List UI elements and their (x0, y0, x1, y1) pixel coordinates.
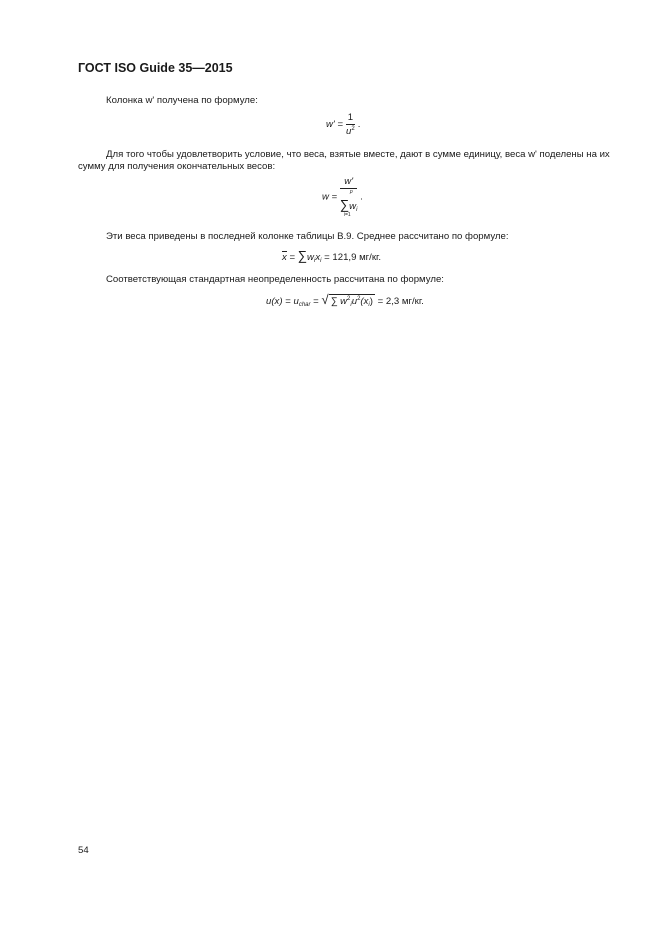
formula-4-u-sub: char (298, 302, 311, 308)
formula-4-eq1: = (285, 296, 291, 307)
formula-4-u2: u (351, 296, 358, 307)
formula-1 (326, 112, 360, 137)
formula-3-eq: = (289, 252, 296, 263)
formula-4-term: ∑ w (330, 296, 348, 307)
sum-symbol-icon: ∑ (297, 248, 308, 263)
paragraph-2: Для того чтобы удовлетворить условие, что веса, взятые вместе, дают в сумме единицу, веса w' поделены на их сумму для получения окончательных весов: (78, 149, 610, 172)
page-number: 54 (78, 845, 89, 856)
formula-4-close: ) (369, 296, 373, 307)
formula-1-eq: = (337, 119, 344, 131)
formula-3-lhs: x (282, 252, 287, 263)
formula-3-result: = 121,9 мг/кг. (324, 252, 382, 263)
formula-4-radicand (329, 294, 375, 307)
document-header: ГОСТ ISO Guide 35—2015 (78, 61, 233, 75)
formula-2-eq: = (331, 191, 338, 203)
formula-2-fraction (340, 176, 358, 218)
formula-1-den-exponent: 2 (351, 126, 355, 132)
formula-3-x-sub: i (320, 258, 322, 264)
formula-1-fraction (346, 112, 355, 137)
formula-2 (322, 176, 363, 218)
sqrt-symbol-icon: √ (321, 292, 329, 307)
sum-symbol-icon: ∑ (339, 197, 350, 212)
formula-2-numerator: w' (340, 176, 358, 189)
formula-2-sum-upper: p (349, 189, 353, 195)
formula-1-numerator: 1 (347, 112, 354, 123)
formula-4-xi-sub: i (368, 302, 370, 308)
formula-3-w-sub: i (313, 258, 316, 264)
paragraph-1: Колонка w' получена по формуле: (106, 95, 258, 106)
formula-3-w: w (307, 252, 314, 263)
formula-2-sum-lower: i=1 (343, 212, 351, 218)
formula-3 (282, 248, 381, 263)
formula-2-denominator: w (349, 201, 357, 212)
formula-4-u: u (293, 296, 299, 307)
formula-4-u2-exp: 2 (357, 296, 361, 302)
formula-2-den-sub: i (356, 207, 358, 213)
formula-4-result: = 2,3 мг/кг. (377, 296, 424, 307)
formula-1-lhs: w' (326, 119, 335, 131)
formula-2-end: . (360, 191, 363, 203)
formula-1-denominator: u (346, 126, 352, 137)
formula-4-eq2: = (313, 296, 319, 307)
formula-4-xi: (x (360, 296, 369, 307)
formula-4-w-exp: 2 (347, 296, 351, 302)
formula-3-x: x (315, 252, 321, 263)
formula-2-lhs: w (322, 191, 329, 203)
formula-4 (266, 292, 424, 307)
formula-4-w-sub: i (350, 302, 352, 308)
formula-1-end: . (357, 119, 361, 131)
paragraph-3: Эти веса приведены в последней колонке таблицы В.9. Среднее рассчитано по формуле: (106, 231, 509, 242)
formula-4-lhs: u(x) (266, 296, 283, 307)
paragraph-4: Соответствующая стандартная неопределенность рассчитана по формуле: (106, 274, 444, 285)
